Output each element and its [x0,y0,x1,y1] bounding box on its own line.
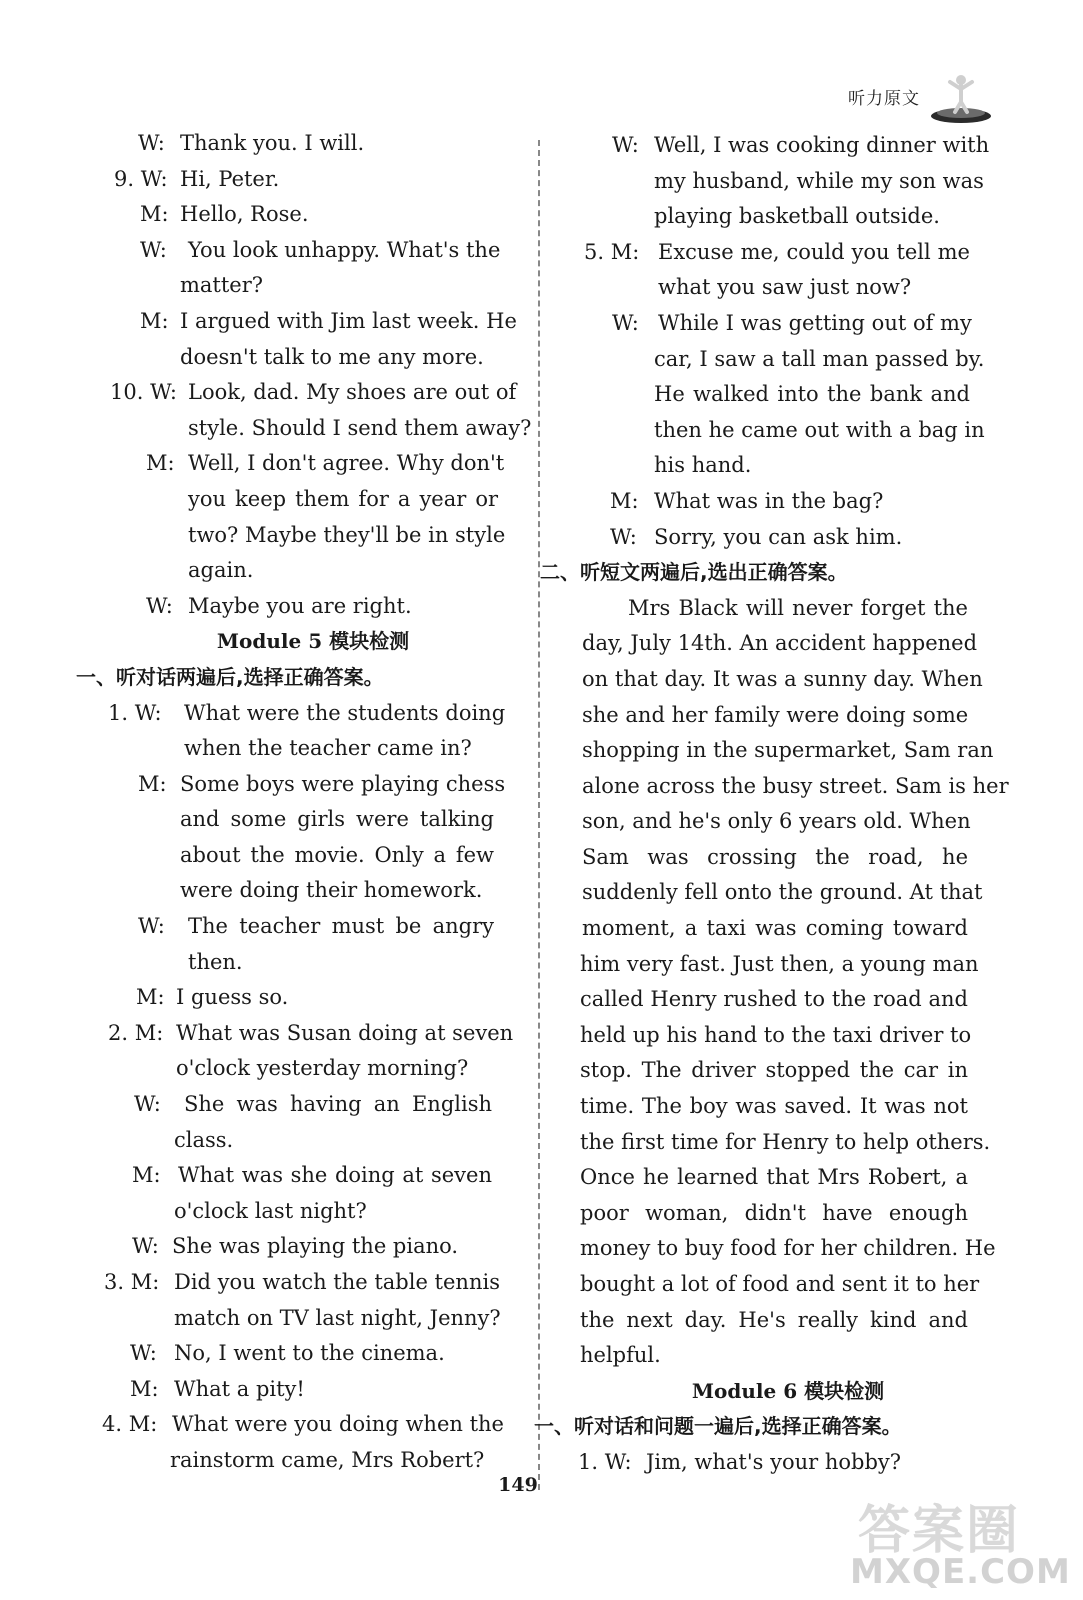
dialogue-line: when the teacher came in? [184,736,472,761]
dialogue-line: W: While I was getting out of my [612,310,972,335]
dialogue-line: about the movie. Only a few [180,842,494,867]
dialogue-line: o'clock yesterday morning? [176,1056,469,1081]
dialogue-line: style. Should I send them away? [188,415,532,440]
passage-line: helpful. [580,1343,661,1368]
passage-line: day, July 14th. An accident happened [582,631,978,656]
dialogue-line: then. [188,949,243,974]
dialogue-line: 4. M: What were you doing when the [102,1412,504,1437]
module-5-title: Module 5 模块检测 [216,629,410,654]
passage-line: she and her family were doing some [582,702,969,727]
dialogue-line: W: Sorry, you can ask him. [610,524,903,549]
passage-line: Once he learned that Mrs Robert, a [580,1165,968,1190]
column-divider [538,140,540,1490]
passage-line: money to buy food for her children. He [580,1236,996,1261]
dialogue-line: M: I argued with Jim last week. He [140,308,517,333]
dialogue-line: 1. W: Jim, what's your hobby? [578,1449,902,1474]
dialogue-line: my husband, while my son was [654,168,984,193]
passage-line: called Henry rushed to the road and [580,987,968,1012]
section-header-label: 听力原文 [848,89,920,109]
dialogue-line: W: She was playing the piano. [132,1234,459,1259]
dialogue-line: M: I guess so. [136,985,289,1010]
dialogue-line: match on TV last night, Jenny? [174,1305,501,1330]
dialogue-line: rainstorm came, Mrs Robert? [170,1447,485,1472]
passage-line: held up his hand to the taxi driver to [580,1022,972,1047]
passage-line: shopping in the supermarket, Sam ran [582,738,994,763]
section-heading: 二、听短文两遍后,选出正确答案。 [540,560,848,585]
dialogue-line: you keep them for a year or [188,486,498,511]
passage-line: poor woman, didn't have enough [580,1200,968,1225]
dialogue-line: playing basketball outside. [654,204,940,229]
passage-line: suddenly fell onto the ground. At that [582,880,983,905]
dialogue-line: o'clock last night? [174,1198,367,1223]
module-6-title: Module 6 模块检测 [691,1378,885,1403]
dialogue-line: M: Some boys were playing chess [138,771,506,796]
watermark [850,1488,1071,1598]
dialogue-line: W: No, I went to the cinema. [130,1341,445,1366]
passage-line: on that day. It was a sunny day. When [582,666,983,691]
passage-line: moment, a taxi was coming toward [582,916,968,941]
dialogue-line: 5. M: Excuse me, could you tell me [584,239,970,264]
dialogue-line: then he came out with a bag in [654,417,985,442]
passage-line: time. The boy was saved. It was not [580,1094,968,1119]
dialogue-line: W: Maybe you are right. [146,593,412,618]
dialogue-line: W: Thank you. I will. [138,131,365,155]
dialogue-line: M: Well, I don't agree. Why don't [146,451,505,476]
passage-line: bought a lot of food and sent it to her [580,1272,980,1296]
dialogue-line: doesn't talk to me any more. [180,344,484,369]
dialogue-line: his hand. [654,453,752,478]
dialogue-line: and some girls were talking [180,807,494,832]
dialogue-line: class. [174,1127,234,1152]
dialogue-line: M: What a pity! [130,1376,305,1401]
dialogue-line: again. [188,558,254,583]
watermark-logo-text: 答案圈 [858,1501,1021,1561]
dialogue-line: what you saw just now? [658,275,912,300]
dialogue-line: 1. W: What were the students doing [108,700,506,725]
dialogue-line: W: She was having an English [134,1092,492,1117]
dialogue-line: M: What was in the bag? [610,488,884,513]
section-heading: 一、听对话和问题一遍后,选择正确答案。 [534,1414,902,1439]
dialogue-line: W: The teacher must be angry [138,914,494,939]
dialogue-line: matter? [180,273,264,298]
passage-line: Sam was crossing the road, he [582,844,968,869]
dialogue-line: were doing their homework. [180,878,483,903]
dialogue-line: 2. M: What was Susan doing at seven [108,1020,514,1045]
passage-line: stop. The driver stopped the car in [580,1058,968,1083]
page-number: 149 [498,1474,538,1496]
passage-line: the first time for Henry to help others. [580,1129,991,1154]
dialogue-line: 10. W: Look, dad. My shoes are out of [110,380,517,405]
passage-line: the next day. He's really kind and [580,1307,968,1332]
watermark-url: MXQE.COM [850,1552,1071,1592]
right-column [534,128,1009,1481]
dialogue-line: 3. M: Did you watch the table tennis [104,1270,500,1294]
dialogue-line: W: Well, I was cooking dinner with [612,133,990,157]
passage-line: alone across the busy street. Sam is her [582,773,1009,798]
left-column [76,126,532,1479]
dialogue-line: two? Maybe they'll be in style [188,522,506,547]
dialogue-line: He walked into the bank and [654,382,970,407]
listening-figure-icon [928,72,994,124]
passage-line: son, and he's only 6 years old. When [582,809,971,834]
dialogue-line: M: What was she doing at seven [132,1163,492,1188]
dialogue-line: W: You look unhappy. What's the [140,237,501,262]
passage-line: Mrs Black will never forget the [628,595,968,620]
section-heading: 一、听对话两遍后,选择正确答案。 [76,664,384,689]
dialogue-line: 9. W: Hi, Peter. [114,166,280,191]
dialogue-line: car, I saw a tall man passed by. [654,346,985,371]
dialogue-line: M: Hello, Rose. [140,202,309,227]
passage-line: him very fast. Just then, a young man [580,951,979,976]
